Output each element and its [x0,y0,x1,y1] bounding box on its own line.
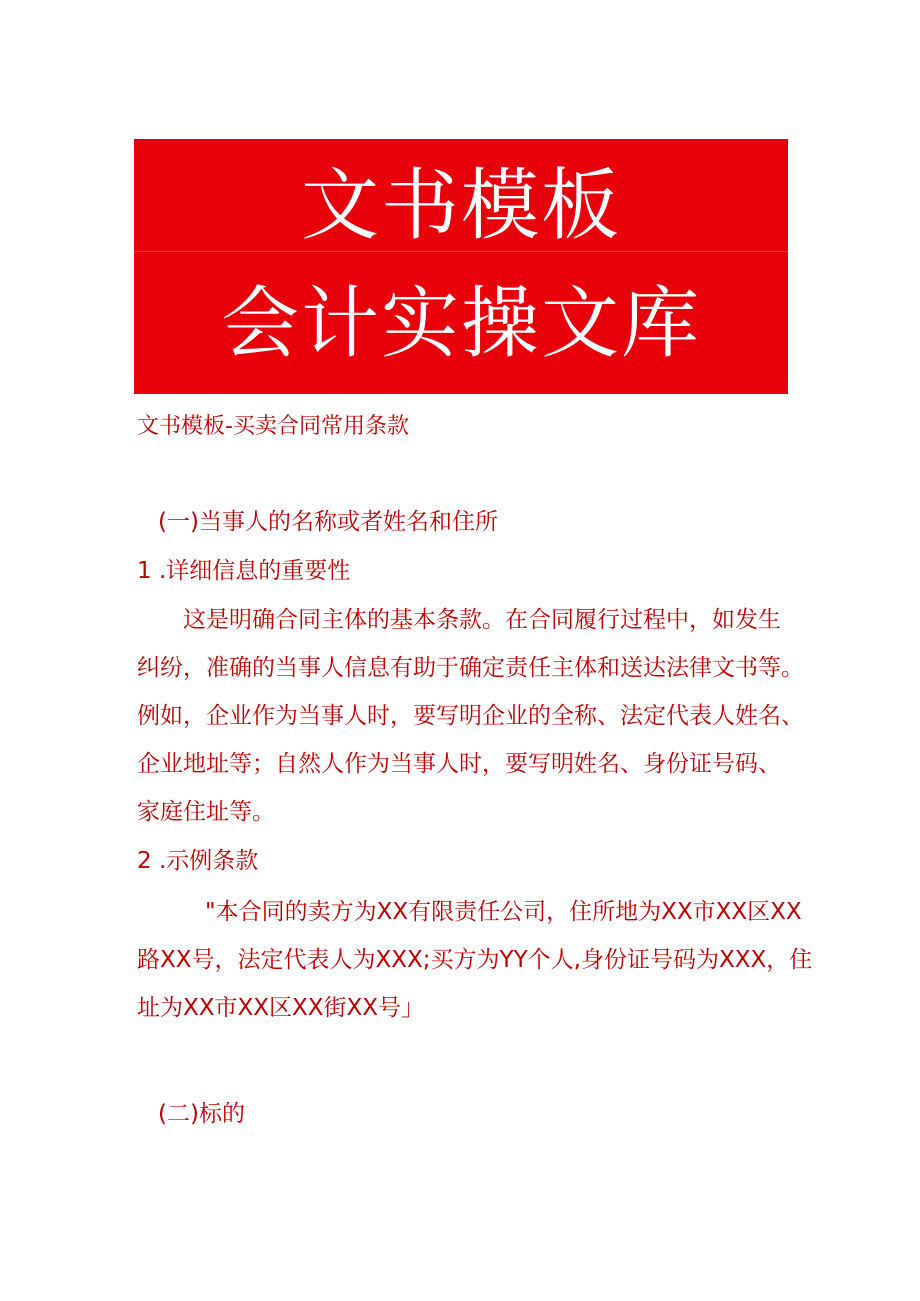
document-title: 文书模板-买卖合同常用条款 [137,414,409,439]
paragraph-line: 家庭住址等。 [137,799,275,825]
section-2-heading: (二)标的 [158,1101,245,1127]
banner-title-line-1: 文书模板 [300,161,621,251]
paragraph-line: 例如，企业作为当事人时，要写明企业的全称、法定代表人姓名、 [137,703,804,729]
item-1-heading: 1 .详细信息的重要性 [137,558,351,584]
paragraph-line: "本合同的卖方为XX有限责任公司，住所地为XX市XX区XX [205,899,802,925]
banner-title-line-2: 会计实操文库 [220,279,701,369]
title-banner [134,139,788,394]
item-2-heading: 2 .示例条款 [137,848,259,874]
item-1-paragraph [137,596,804,836]
paragraph-line: 址为XX市XX区XX街XX号」 [137,995,425,1021]
banner-divider [134,251,788,252]
section-1-heading: (一)当事人的名称或者姓名和住所 [158,509,498,535]
paragraph-line: 这是明确合同主体的基本条款。在合同履行过程中，如发生 [183,607,781,633]
paragraph-line: 纠纷，准确的当事人信息有助于确定责任主体和送达法律文书等。 [137,655,804,681]
example-clause-paragraph [137,888,813,1032]
paragraph-line: 企业地址等；自然人作为当事人时，要写明姓名、身份证号码、 [137,751,781,777]
paragraph-line: 路XX号，法定代表人为XXX;买方为YY个人,身份证号码为XXX，住 [137,947,813,973]
